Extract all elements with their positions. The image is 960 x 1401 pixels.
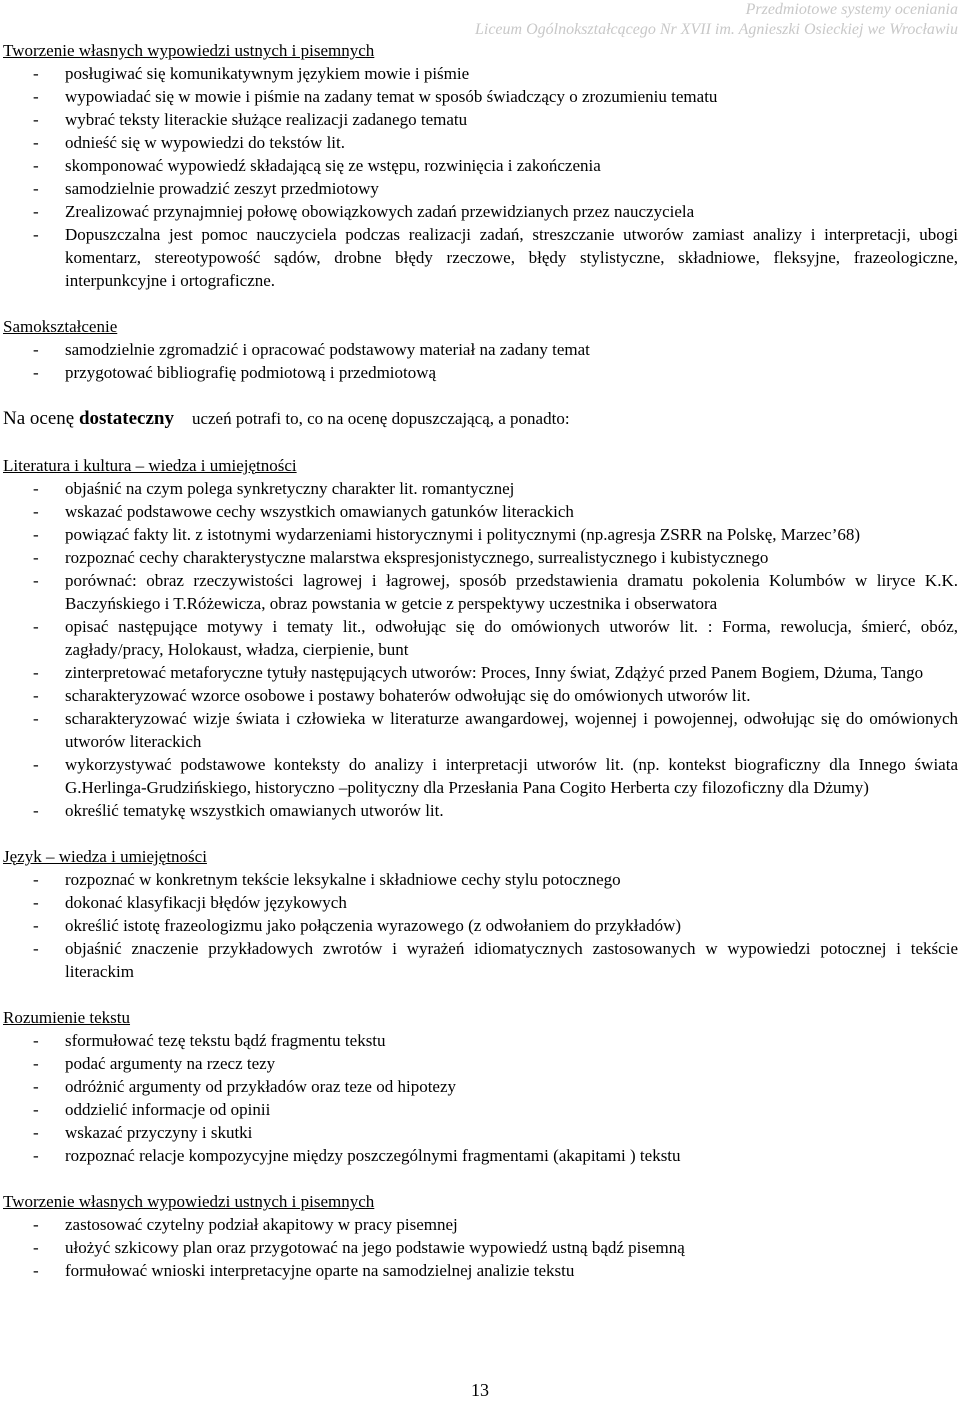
list-item: - przygotować bibliografię podmiotową i przedmiotową: [3, 361, 958, 384]
list-item: - rozpoznać cechy charakterystyczne malarstwa ekspresjonistycznego, surrealistycznego i kubistycznego: [3, 546, 958, 569]
list-item: - sformułować tezę tekstu bądź fragmentu tekstu: [3, 1029, 958, 1052]
list-item: - scharakteryzować wizje świata i człowieka w literaturze awangardowej, wojennej i powojennej, odwołując się do omówionych utworów literackich: [3, 707, 958, 753]
list-item: - objaśnić znaczenie przykładowych zwrotów i wyrażeń idiomatycznych zastosowanych w wypowiedzi potocznej i tekście literackim: [3, 937, 958, 983]
page-number: 13: [471, 1380, 489, 1400]
list-item: - odróżnić argumenty od przykładów oraz teze od hipotezy: [3, 1075, 958, 1098]
section-title-own-statements: Tworzenie własnych wypowiedzi ustnych i pisemnych: [3, 41, 375, 60]
list-item: - określić tematykę wszystkich omawianych utworów lit.: [3, 799, 958, 822]
list-item: - objaśnić na czym polega synkretyczny charakter lit. romantycznej: [3, 477, 958, 500]
list-item: - podać argumenty na rzecz tezy: [3, 1052, 958, 1075]
section-title-self-study: Samokształcenie: [3, 317, 118, 336]
section-title-language: Język – wiedza i umiejętności: [3, 847, 207, 866]
list-item: - Dopuszczalna jest pomoc nauczyciela podczas realizacji zadań, streszczanie utworów zamiast analizy i interpretacji, ubogi komentarz, stereotypowość sądów, drobne błędy rzeczowe, błędy stylistyczne, składniowe, fleksyjne, frazeologiczne, interpunkcyjne i ortograficzne.: [3, 223, 958, 292]
list-item: - zastosować czytelny podział akapitowy w pracy pisemnej: [3, 1213, 958, 1236]
list-item: - posługiwać się komunikatywnym językiem mowie i piśmie: [3, 62, 958, 85]
list-item: - odnieść się w wypowiedzi do tekstów lit.: [3, 131, 958, 154]
list-item: - porównać: obraz rzeczywistości lagrowej i łagrowej, sposób przedstawienia dramatu pokolenia Kolumbów w liryce K.K. Baczyńskiego i T.Różewicza, obraz powstania w getcie z perspektywy uczestnika i obserwatora: [3, 569, 958, 615]
list-item: - ułożyć szkicowy plan oraz przygotować na jego podstawie wypowiedź ustną bądź pisemną: [3, 1236, 958, 1259]
list-own-statements-2: [3, 1213, 958, 1282]
section-title-reading-comprehension: Rozumienie tekstu: [3, 1008, 131, 1027]
list-item: - oddzielić informacje od opinii: [3, 1098, 958, 1121]
grade-description: uczeń potrafi to, co na ocenę dopuszczającą, a ponadto:: [191, 409, 570, 428]
grade-prefix: Na ocenę: [3, 408, 79, 429]
page-header: [475, 0, 958, 40]
list-item: - wskazać przyczyny i skutki: [3, 1121, 958, 1144]
list-item: - Zrealizować przynajmniej połowę obowiązkowych zadań przewidzianych przez nauczyciela: [3, 200, 958, 223]
list-item: - wypowiadać się w mowie i piśmie na zadany temat w sposób świadczący o zrozumieniu tematu: [3, 85, 958, 108]
list-item: - dokonać klasyfikacji błędów językowych: [3, 891, 958, 914]
list-item: - scharakteryzować wzorce osobowe i postawy bohaterów odwołując się do omówionych utworów lit.: [3, 684, 958, 707]
header-line-2: Liceum Ogólnokształcącego Nr XVII im. Agnieszki Osieckiej we Wrocławiu: [474, 21, 958, 38]
list-item: - wskazać podstawowe cechy wszystkich omawianych gatunków literackich: [3, 500, 958, 523]
list-item: - wykorzystywać podstawowe konteksty do analizy i interpretacji utworów lit. (np. kontekst biograficzny dla Innego świata G.Herlinga-Grudzińskiego, historyczno –polityczny dla Przesłania Pana Cogito Herberta czy filozoficzny dla Dżumy): [3, 753, 958, 799]
list-item: - powiązać fakty lit. z istotnymi wydarzeniami historycznymi i politycznymi (np.agresja ZSRR na Polskę, Marzec’68): [3, 523, 958, 546]
grade-heading: [3, 407, 958, 431]
list-item: - rozpoznać w konkretnym tekście leksykalne i składniowe cechy stylu potocznego: [3, 868, 958, 891]
list-item: - formułować wnioski interpretacyjne oparte na samodzielnej analizie tekstu: [3, 1259, 958, 1282]
list-item: - opisać następujące motywy i tematy lit., odwołując się do omówionych utworów lit. : Forma, rewolucja, śmierć, obóz, zagłady/pracy, Holokaust, władza, cierpienie, bunt: [3, 615, 958, 661]
list-language: [3, 868, 958, 983]
list-item: - skomponować wypowiedź składającą się ze wstępu, rozwinięcia i zakończenia: [3, 154, 958, 177]
grade-name: dostateczny: [78, 408, 174, 429]
list-item: - samodzielnie prowadzić zeszyt przedmiotowy: [3, 177, 958, 200]
section-title-literature: Literatura i kultura – wiedza i umiejętności: [3, 456, 297, 475]
list-item: - określić istotę frazeologizmu jako połączenia wyrazowego (z odwołaniem do przykładów): [3, 914, 958, 937]
header-line-1: Przedmiotowe systemy oceniania: [745, 1, 958, 18]
document-content: [3, 39, 958, 1282]
list-literature: [3, 477, 958, 822]
list-reading-comprehension: [3, 1029, 958, 1167]
list-item: - zinterpretować metaforyczne tytuły następujących utworów: Proces, Inny świat, Zdążyć przed Panem Bogiem, Dżuma, Tango: [3, 661, 958, 684]
list-self-study: [3, 338, 958, 384]
list-own-statements: [3, 62, 958, 292]
list-item: - samodzielnie zgromadzić i opracować podstawowy materiał na zadany temat: [3, 338, 958, 361]
list-item: - rozpoznać relacje kompozycyjne między poszczególnymi fragmentami (akapitami ) tekstu: [3, 1144, 958, 1167]
section-title-own-statements-2: Tworzenie własnych wypowiedzi ustnych i pisemnych: [3, 1192, 375, 1211]
list-item: - wybrać teksty literackie służące realizacji zadanego tematu: [3, 108, 958, 131]
